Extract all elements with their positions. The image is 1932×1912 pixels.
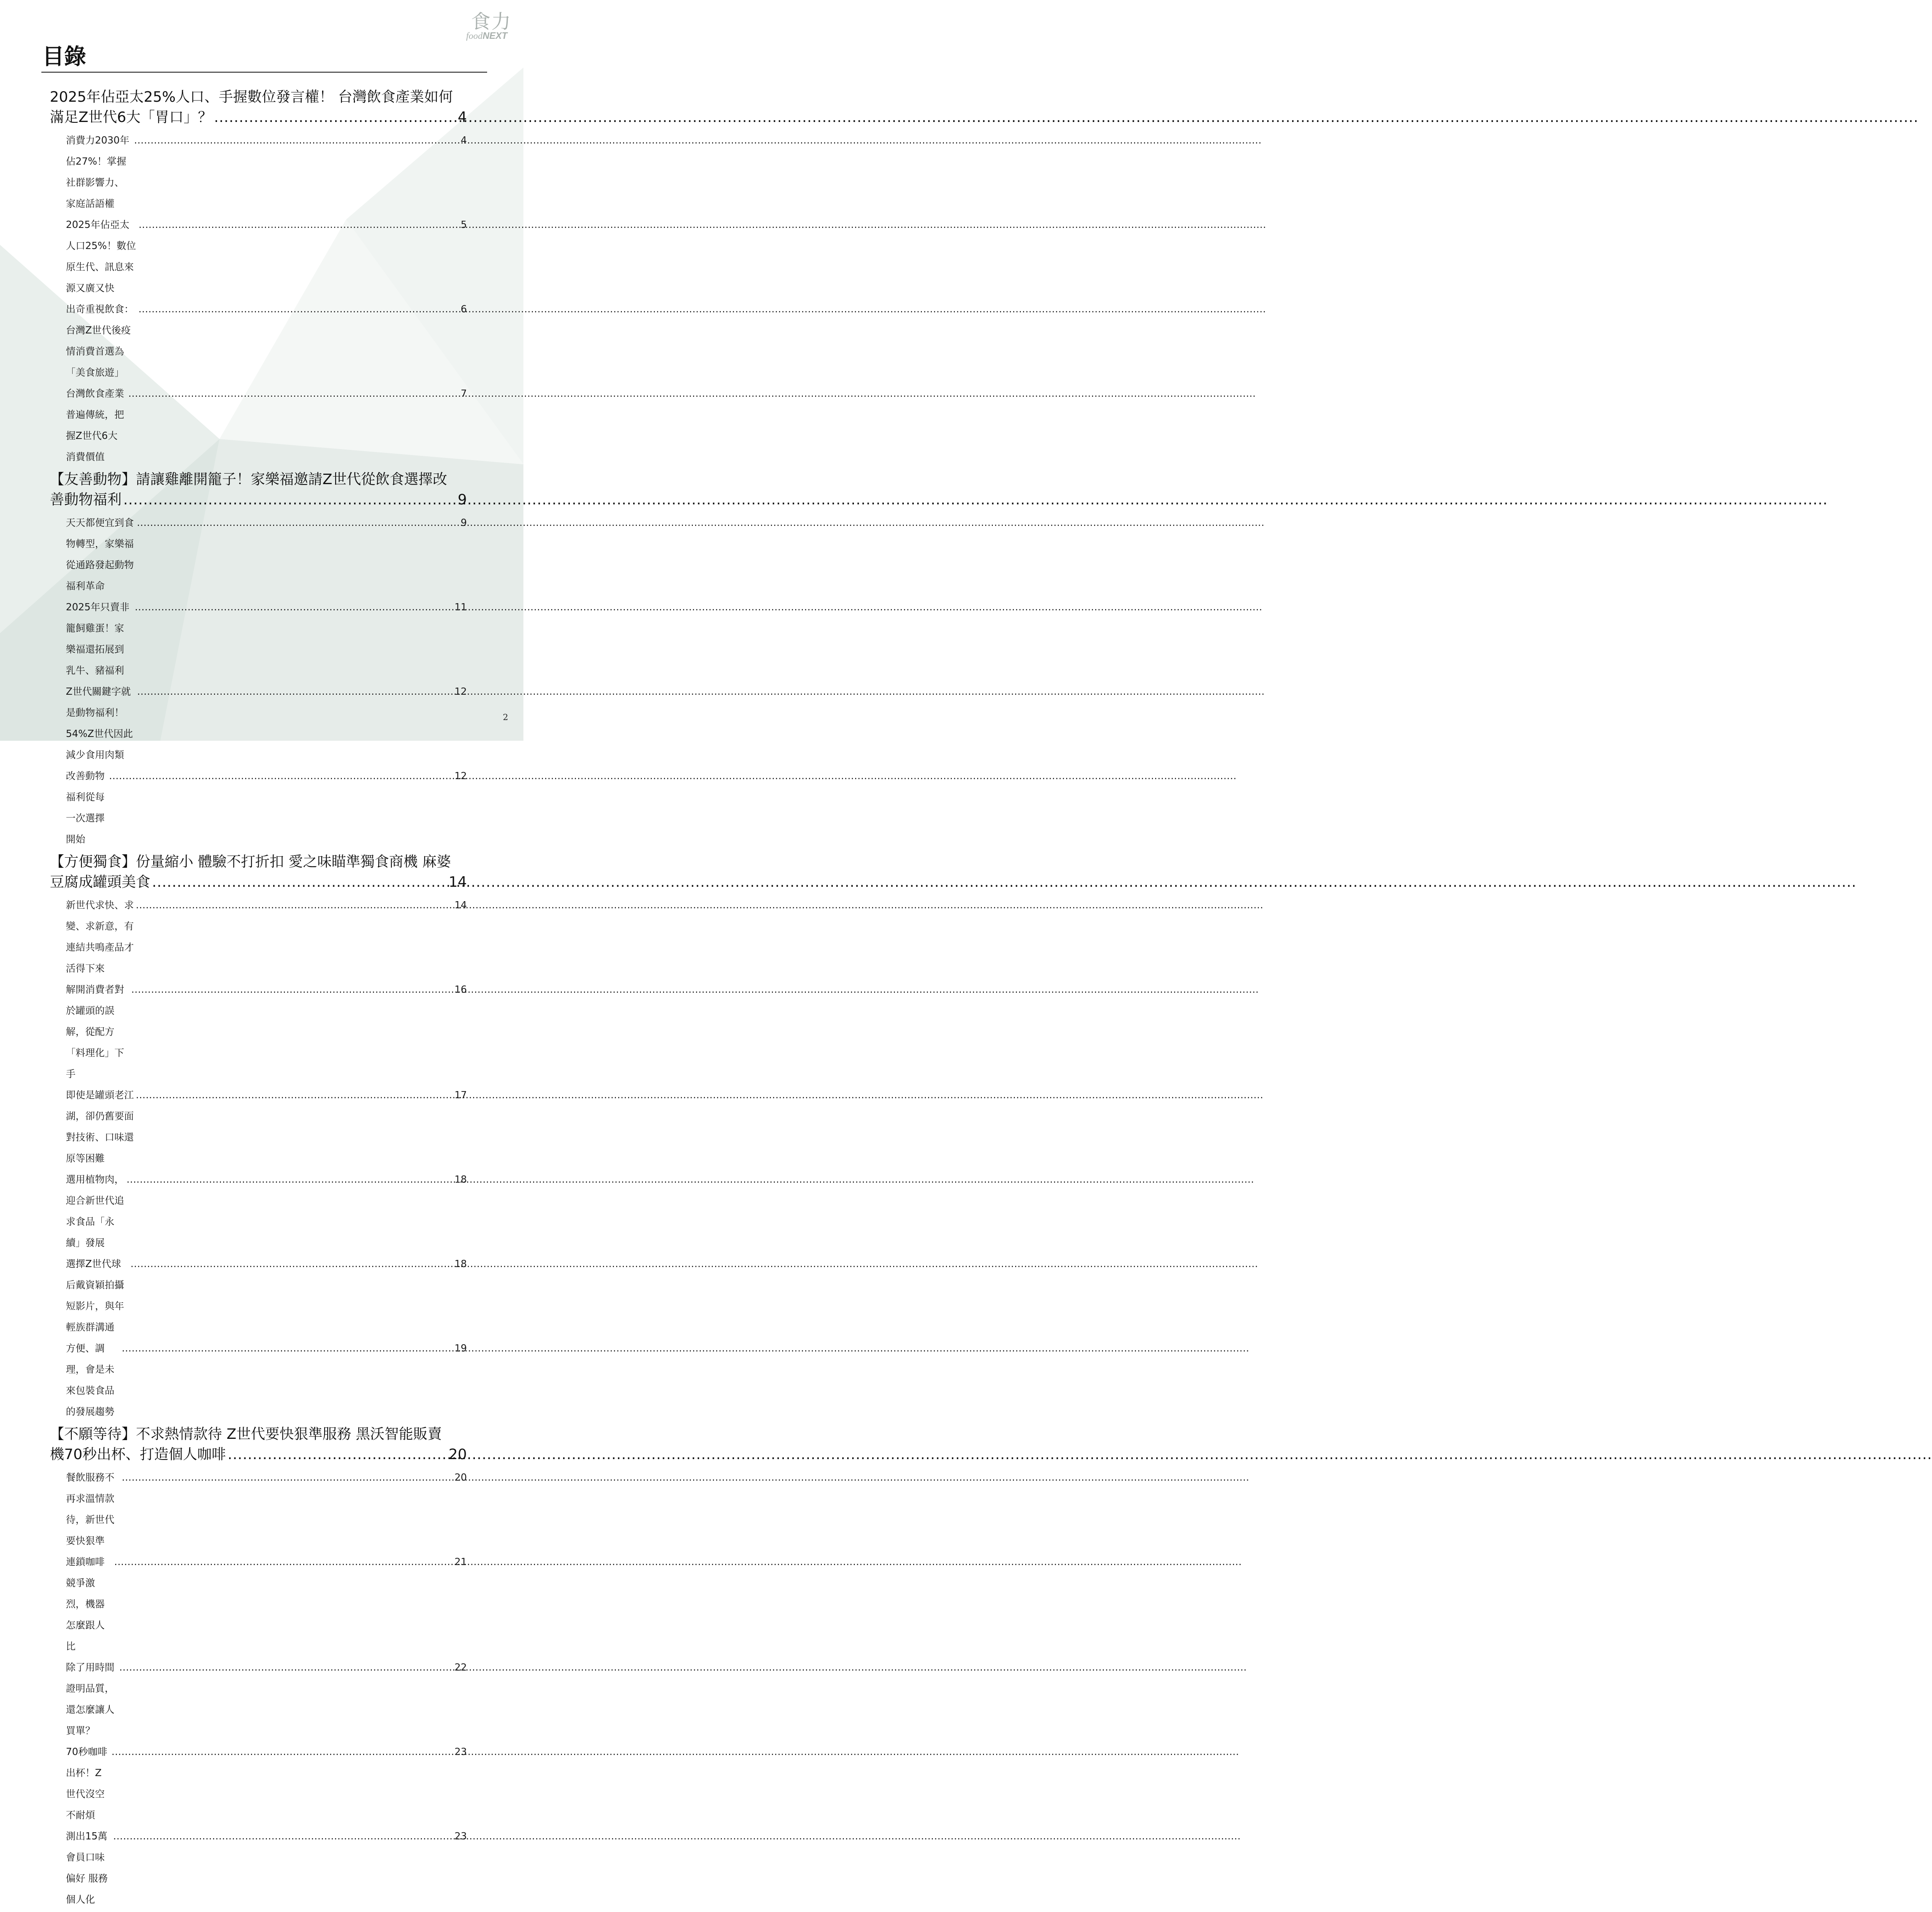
subsection-title: 除了用時間證明品質，還怎麼讓人買單？ <box>66 1662 114 1736</box>
toc-subsection-entry[interactable] <box>66 681 467 766</box>
toc-subsection-entry[interactable] <box>66 1338 467 1422</box>
page-number: 2 <box>503 712 508 722</box>
toc-subsection-entry[interactable] <box>66 1826 467 1910</box>
logo-chinese-text: 食力 <box>471 10 512 33</box>
dot-leader <box>122 1338 453 1359</box>
subsection-page-number: 6 <box>461 304 467 315</box>
subsection-title: 改善動物福利從每一次選擇開始 <box>66 771 105 845</box>
subsection-title: 解開消費者對於罐頭的誤解，從配方「料理化」下手 <box>66 984 124 1080</box>
dot-leader <box>127 1169 453 1190</box>
dot-leader <box>130 1254 453 1275</box>
dot-leader <box>214 107 456 127</box>
subsection-page-number: 9 <box>461 517 467 528</box>
dot-leader <box>111 1741 453 1763</box>
subsection-title: 70秒咖啡出杯！Z世代沒空不耐煩 <box>66 1747 108 1821</box>
toc-subsection-entry[interactable] <box>66 1552 467 1657</box>
chapter-title-line: 【友善動物】請讓雞離開籠子！家樂福邀請Z世代從飲食選擇改 <box>50 471 447 488</box>
toc-subsection-entry[interactable] <box>66 214 467 299</box>
dot-leader <box>114 1552 453 1573</box>
subsection-page-number: 22 <box>454 1662 467 1673</box>
subsection-page-number: 23 <box>454 1831 467 1842</box>
subsection-page-number: 5 <box>461 219 467 230</box>
dot-leader <box>128 383 459 404</box>
toc-subsection-entry[interactable] <box>66 512 467 597</box>
logo-english-text: foodNEXT <box>466 30 507 41</box>
subsection-page-number: 18 <box>454 1259 467 1270</box>
chapter-title-text: 豆腐成罐頭美食 <box>50 874 150 891</box>
dot-leader <box>134 130 459 151</box>
dot-leader <box>135 597 453 618</box>
chapter-page-number: 14 <box>448 874 467 891</box>
dot-leader <box>122 1467 453 1488</box>
subsection-title: Z世代關鍵字就是動物福利！54%Z世代因此減少食用肉類 <box>66 686 133 761</box>
subsection-page-number: 16 <box>454 984 467 995</box>
subsection-page-number: 23 <box>454 1747 467 1758</box>
subsection-page-number: 20 <box>454 1472 467 1483</box>
title-divider <box>41 72 487 73</box>
toc-section <box>0 87 523 468</box>
toc-section <box>0 852 523 1422</box>
subsection-title: 測出15萬會員口味偏好 服務個人化 <box>66 1831 108 1905</box>
toc-subsection-entry[interactable] <box>66 597 467 681</box>
toc-chapter-entry[interactable] <box>50 87 467 127</box>
subsection-title: 餐飲服務不再求溫情款待，新世代要快狠準 <box>66 1472 114 1546</box>
toc-section <box>0 469 523 850</box>
toc-subsection-entry[interactable] <box>66 895 467 979</box>
chapter-title-line: 【方便獨食】份量縮小 體驗不打折扣 愛之味瞄準獨食商機 麻婆 <box>50 853 451 870</box>
subsection-title: 即使是罐頭老江湖，卻仍舊要面對技術、口味還原等困難 <box>66 1090 134 1164</box>
dot-leader <box>109 766 453 787</box>
dot-leader <box>228 1444 447 1465</box>
subsection-page-number: 14 <box>454 900 467 911</box>
dot-leader <box>123 490 456 510</box>
chapter-page-number: 4 <box>458 109 467 126</box>
subsection-list <box>0 130 523 468</box>
subsection-page-number: 19 <box>454 1343 467 1354</box>
subsection-title: 選用植物肉，迎合新世代追求食品「永續」發展 <box>66 1174 124 1248</box>
page-title: 目錄 <box>42 44 87 70</box>
chapter-title-last-line <box>50 1444 467 1465</box>
toc-subsection-entry[interactable] <box>66 130 467 214</box>
subsection-title: 台灣飲食產業普遍傳統，把握Z世代6大消費價值 <box>66 388 124 463</box>
subsection-title: 方便、調理，會是未來包裝食品的發展趨勢 <box>66 1343 114 1417</box>
brand-logo <box>461 11 512 41</box>
toc-subsection-entry[interactable] <box>66 299 467 383</box>
toc-chapter-entry[interactable] <box>50 1424 467 1465</box>
toc-subsection-entry[interactable] <box>66 1254 467 1338</box>
toc-chapter-entry[interactable] <box>50 469 467 510</box>
chapter-title-text: 機70秒出杯、打造個人咖啡 <box>50 1446 226 1463</box>
dot-leader <box>113 1826 453 1847</box>
subsection-list <box>0 895 523 1422</box>
chapter-title-text: 滿足Z世代6大「胃口」？ <box>50 109 212 126</box>
subsection-list <box>0 512 523 850</box>
subsection-page-number: 4 <box>461 135 467 146</box>
dot-leader <box>119 1657 453 1678</box>
toc-subsection-entry[interactable] <box>66 979 467 1085</box>
subsection-page-number: 11 <box>454 602 467 613</box>
subsection-page-number: 17 <box>454 1090 467 1101</box>
dot-leader <box>137 512 459 534</box>
subsection-page-number: 18 <box>454 1174 467 1185</box>
toc-subsection-entry[interactable] <box>66 1467 467 1552</box>
subsection-title: 天天都便宜到食物轉型，家樂福從通路發起動物福利革命 <box>66 517 134 592</box>
subsection-title: 2025年佔亞太人口25%！數位原生代、訊息來源又廣又快 <box>66 219 136 294</box>
toc-subsection-entry[interactable] <box>66 1657 467 1741</box>
chapter-page-number: 9 <box>458 491 467 508</box>
toc-chapter-entry[interactable] <box>50 852 467 892</box>
dot-leader <box>138 214 459 236</box>
chapter-title-last-line <box>50 872 467 892</box>
dot-leader <box>137 681 453 702</box>
dot-leader <box>138 299 459 320</box>
subsection-page-number: 7 <box>461 388 467 399</box>
chapter-page-number: 20 <box>448 1446 467 1463</box>
subsection-title: 出奇重視飲食：台灣Z世代後疫情消費首選為「美食旅遊」 <box>66 304 134 378</box>
dot-leader <box>136 895 453 916</box>
chapter-title-line: 2025年佔亞太25%人口、手握數位發言權！ 台灣飲食產業如何 <box>50 89 453 106</box>
subsection-title: 新世代求快、求變、求新意，有連結共鳴產品才活得下來 <box>66 900 134 974</box>
toc-subsection-entry[interactable] <box>66 1085 467 1169</box>
subsection-page-number: 12 <box>454 771 467 782</box>
toc-subsection-entry[interactable] <box>66 766 467 850</box>
dot-leader <box>152 872 447 892</box>
toc-subsection-entry[interactable] <box>66 1741 467 1826</box>
toc-section <box>0 1424 523 1910</box>
table-of-contents <box>0 87 523 1912</box>
chapter-title-text: 善動物福利 <box>50 491 122 508</box>
dot-leader <box>131 979 453 1000</box>
subsection-title: 2025年只賣非籠飼雞蛋！家樂福還拓展到乳牛、豬福利 <box>66 602 130 676</box>
subsection-title: 消費力2030年佔27%！掌握社群影響力、家庭話語權 <box>66 135 130 209</box>
chapter-title-line: 【不願等待】不求熱情款待 Z世代要快狠準服務 黑沃智能販賣 <box>50 1426 442 1443</box>
subsection-title: 選擇Z世代球后戴資穎拍攝短影片，與年輕族群溝通 <box>66 1259 124 1333</box>
subsection-page-number: 21 <box>454 1557 467 1568</box>
chapter-title-last-line <box>50 107 467 127</box>
toc-subsection-entry[interactable] <box>66 383 467 468</box>
chapter-title-last-line <box>50 490 467 510</box>
toc-subsection-entry[interactable] <box>66 1169 467 1254</box>
subsection-page-number: 12 <box>454 686 467 697</box>
dot-leader <box>136 1085 453 1106</box>
subsection-title: 連鎖咖啡競爭激烈，機器怎麼跟人比 <box>66 1557 105 1652</box>
subsection-list <box>0 1467 523 1910</box>
